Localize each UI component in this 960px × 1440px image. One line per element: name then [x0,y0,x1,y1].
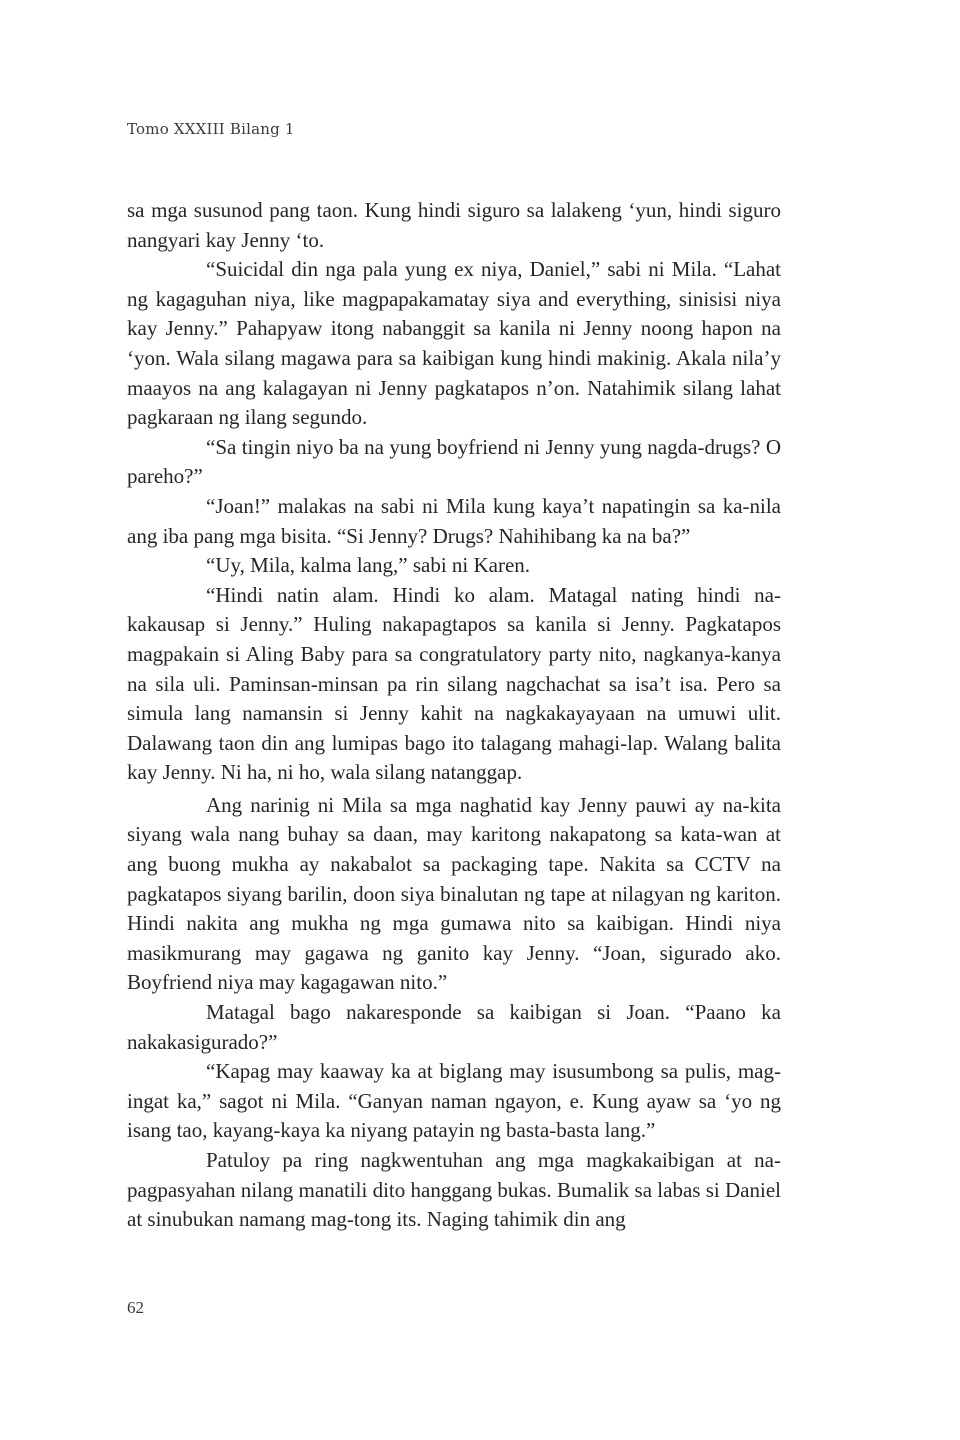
paragraph: “Uy, Mila, kalma lang,” sabi ni Karen. [206,553,531,578]
paragraph: “Kapag may kaaway ka at biglang may isusumbong sa pulis, mag-ingat ka,” sagot ni Mila. “Ganyan naman ngayon, e. Kung ayaw sa ‘yo ng isang tao, kayang-kaya ka niyang patayin ng basta-basta lang.” [127,1059,781,1143]
paragraph-continuation: sa mga susunod pang taon. Kung hindi siguro sa lalakeng ‘yun, hindi siguro nangyari kay Jenny ‘to. [127,198,781,252]
paragraph: “Joan!” malakas na sabi ni Mila kung kaya’t napatingin sa ka-nila ang iba pang mga bisita. “Si Jenny? Drugs? Nahihibang ka na ba?” [127,493,781,548]
page-number: 62 [127,1298,144,1317]
paragraph: Patuloy pa ring nagkwentuhan ang mga magkakaibigan at na-pagpasyahan nilang manatili dito hanggang bukas. Bumalik sa labas si Daniel at sinubukan namang mag-tong its. Naging tahimik din ang [127,1148,781,1232]
paragraph: “Suicidal din nga pala yung ex niya, Daniel,” sabi ni Mila. “Lahat ng kagaguhan niya, like magpapakamatay siya and everything, sinisisi niya kay Jenny.” Pahapyaw itong nabanggit sa kanila ni Jenny noong hapon na ‘yon. Wala silang magawa para sa kaibigan kung hindi makinig. Akala nila’y maayos na ang kalagayan ni Jenny pagkatapos n’on. Natahimik silang lahat pagkaraan ng ilang segundo. [127,257,781,430]
paragraph: “Hindi natin alam. Hindi ko alam. Matagal nating hindi na-kakausap si Jenny.” Huling nakapagtapos sa kanila si Jenny. Pagkatapos magpakain si Aling Baby para sa congratulatory party nito, nagkanya-kanya na sila uli. Paminsan-minsan pa rin silang nagchachat sa isa’t isa. Pero sa simula lang namansin si Jenny kahit na nagkakayayaan na umuwi ulit. Dalawang taon din ang lumipas bago ito talagang mahagi-lap. Walang balita kay Jenny. Ni ha, ni ho, wala silang natanggap. [127,582,781,785]
running-head: Tomo XXXIII Bilang 1 [127,120,295,138]
paragraph: Ang narinig ni Mila sa mga naghatid kay Jenny pauwi ay na-kita siyang wala nang buhay sa daan, may karitong nakapatong sa kata-wan at ang buong mukha ay nakabalot sa packaging tape. Nakita sa CCTV na pagkatapos siyang barilin, doon siya binalutan ng tape at nilagyan ng kariton. Hindi nakita ang mukha ng mga gumawa nito sa kaibigan. Hindi niya masikmurang may gagawa ng ganito kay Jenny. “Joan, sigurado ako. Boyfriend niya may kagagawan nito.” [127,792,781,995]
body-text [127,196,781,1235]
paragraph: “Sa tingin niyo ba na yung boyfriend ni Jenny yung nagda-drugs? O pareho?” [127,434,781,489]
paragraph: Matagal bago nakaresponde sa kaibigan si Joan. “Paano ka nakakasigurado?” [127,1000,781,1054]
